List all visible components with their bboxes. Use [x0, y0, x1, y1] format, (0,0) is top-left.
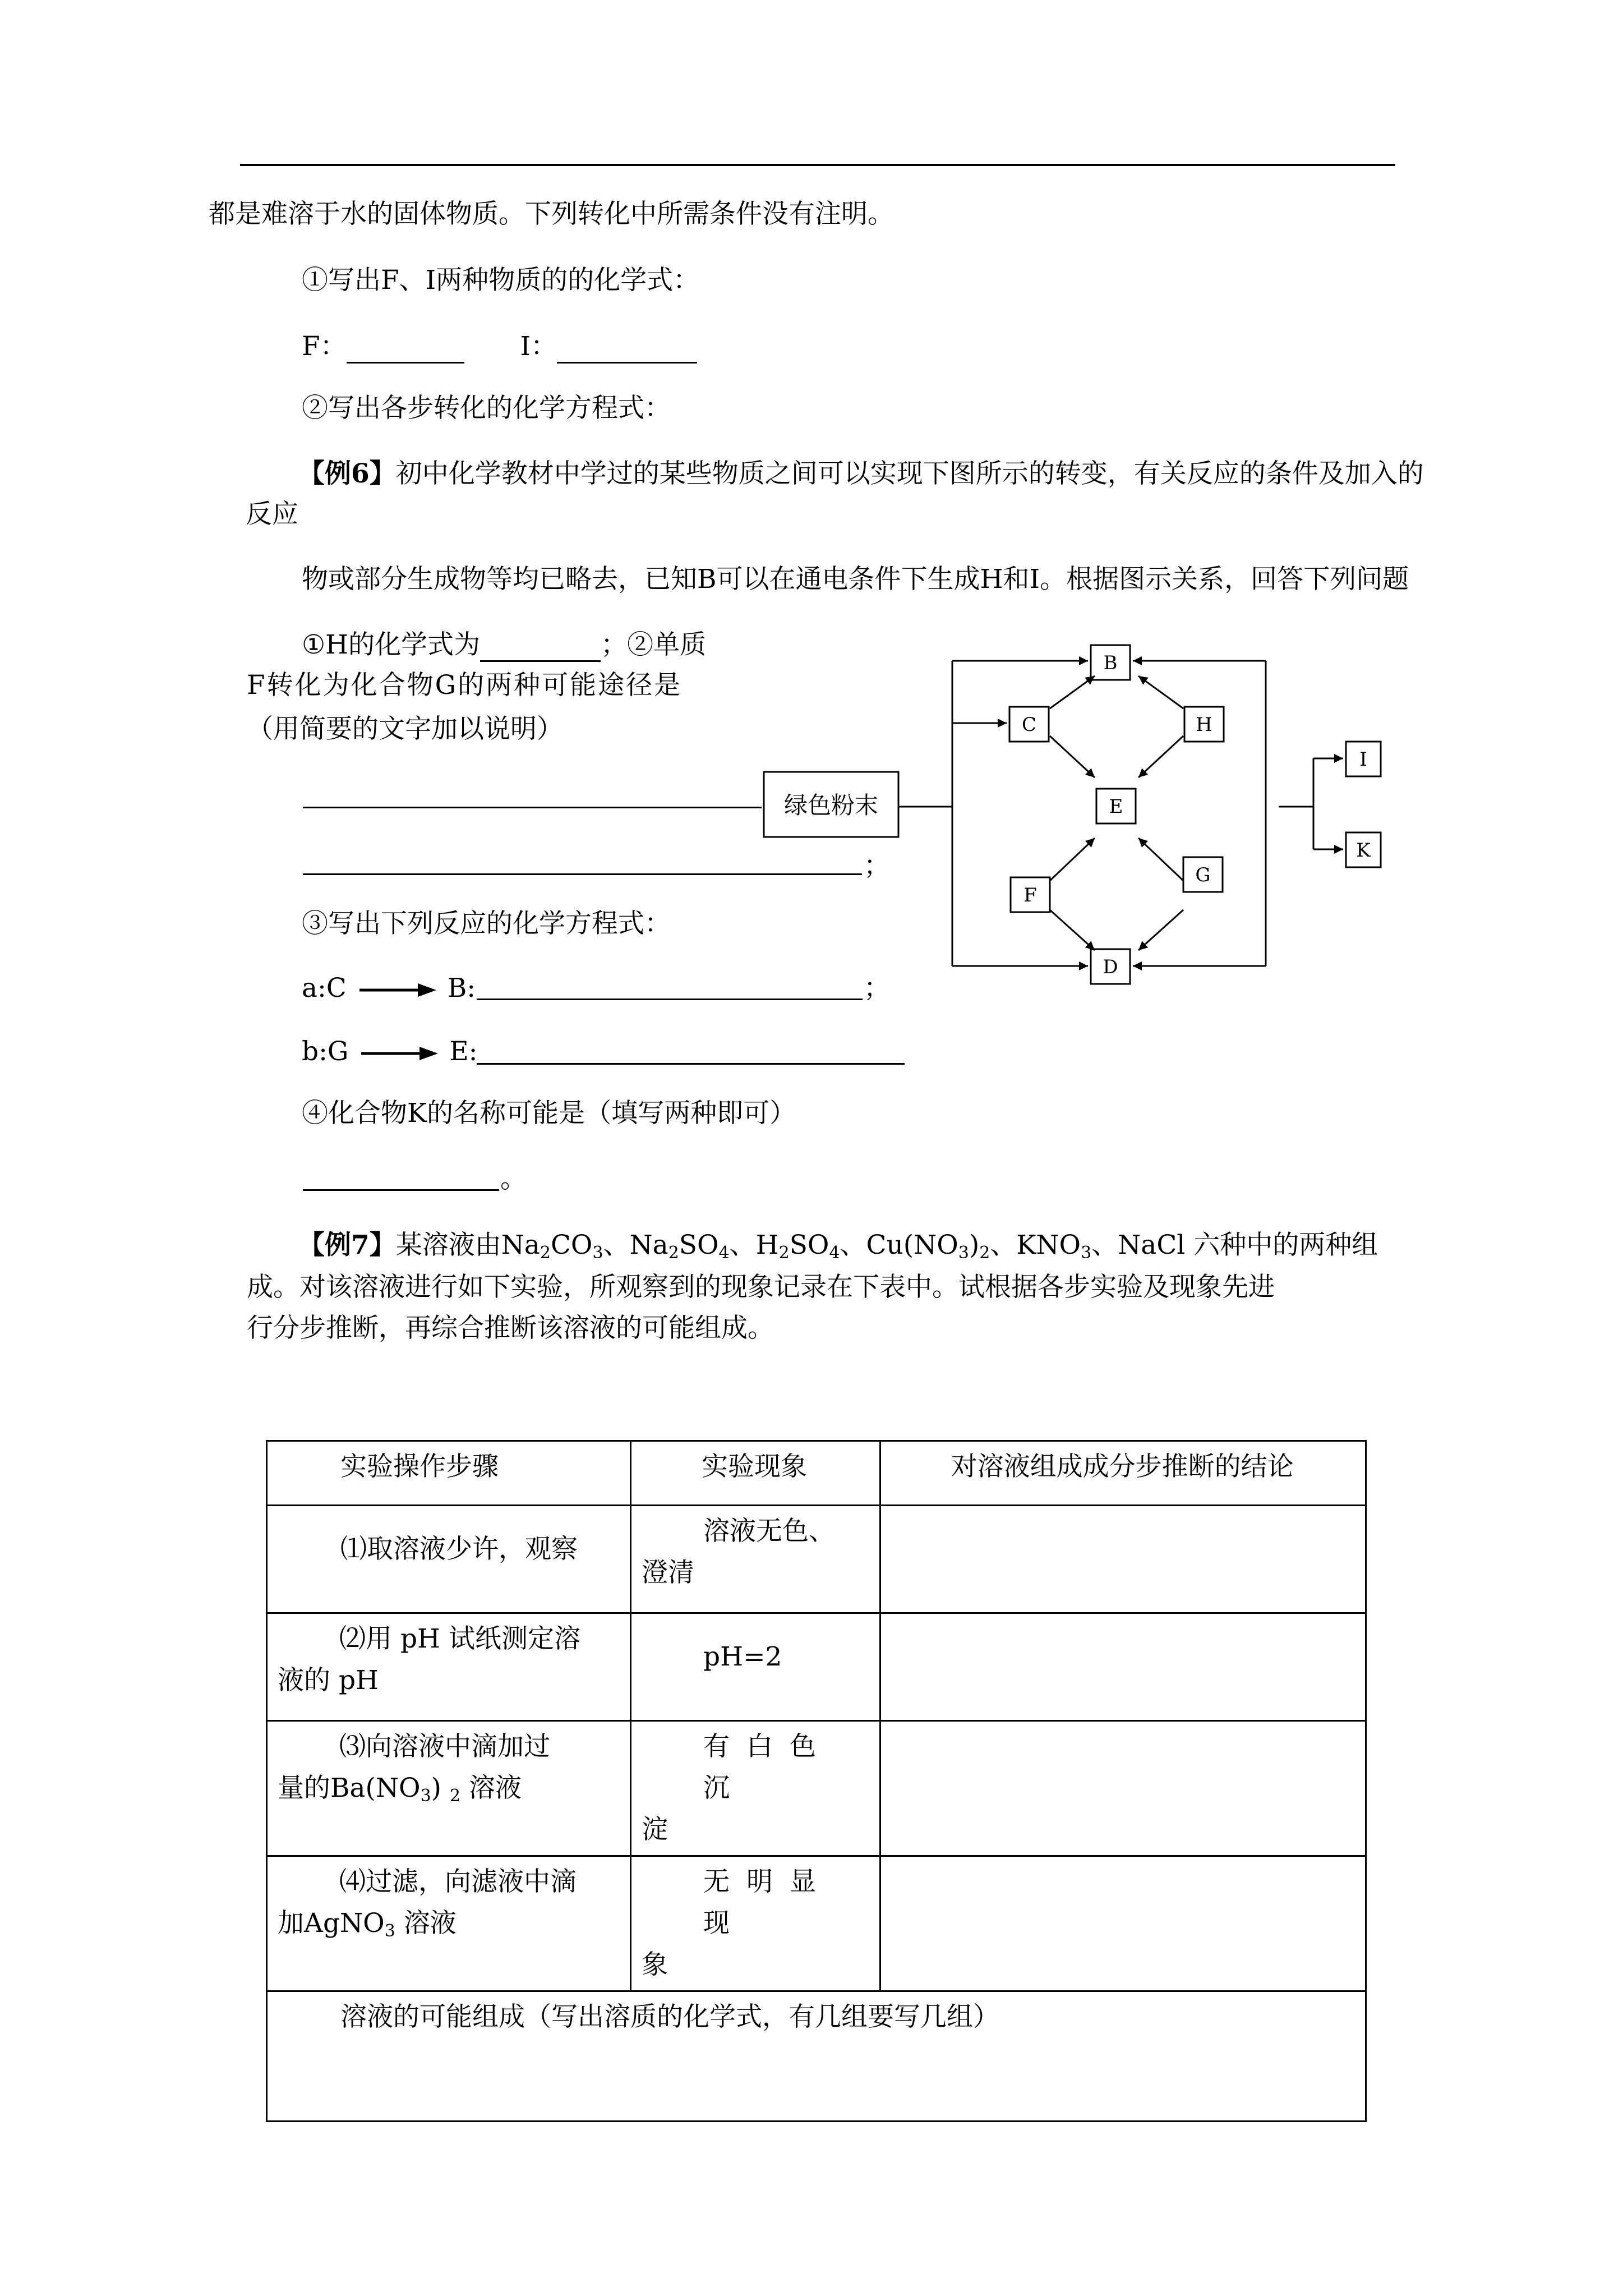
- header-observation: 实验现象: [631, 1441, 880, 1506]
- edge-F-D: [1050, 910, 1095, 950]
- table-footer-row: [267, 1991, 1366, 2122]
- ex6-tag: 【例6】: [298, 458, 396, 489]
- equation-a-label: a:C: [302, 973, 347, 1004]
- h-formula-blank[interactable]: [480, 633, 601, 662]
- ex6-intro-line2: 物或部分生成物等均已略去，已知B可以在通电条件下生成H和I。根据图示关系，回答下列问题: [302, 564, 1409, 595]
- conclusion-cell[interactable]: [880, 1506, 1366, 1613]
- i-label: I：: [520, 331, 557, 362]
- semicolon-2: ；: [864, 973, 890, 1004]
- table-row: [267, 1506, 1366, 1613]
- ex7-line3: 行分步推断，再综合推断该溶液的可能组成。: [247, 1313, 774, 1343]
- edge-G-E: [1138, 838, 1183, 881]
- period: 。: [500, 1163, 527, 1194]
- ex6-question-1: ①H的化学式为 ；②单质: [302, 628, 706, 662]
- equation-b-blank[interactable]: [477, 1063, 905, 1065]
- header-rule: [240, 164, 1395, 166]
- edge-C-B: [1050, 676, 1095, 708]
- f-answer-blank[interactable]: [347, 335, 464, 364]
- ex7-tag: 【例7】: [298, 1230, 396, 1260]
- equation-a-target: B:: [447, 973, 476, 1004]
- node-K-label: K: [1356, 839, 1371, 862]
- table-row: [267, 1856, 1366, 1991]
- ex6-question-4: ④化合物K的名称可能是（填写两种即可）: [302, 1098, 796, 1129]
- ex6-question-1-note: （用简要的文字加以说明）: [247, 714, 563, 744]
- semicolon-1: ；: [864, 850, 890, 881]
- step-cell: ⑷过滤，向滤液中滴 加AgNO$_3$ 溶液: [267, 1856, 631, 1991]
- possible-composition-cell[interactable]: 溶液的可能组成（写出溶质的化学式，有几组要写几组）: [267, 1991, 1366, 2122]
- node-I-label: I: [1359, 748, 1367, 771]
- ex5-answer-row: [302, 330, 697, 364]
- k-name-blank[interactable]: [303, 1189, 499, 1191]
- table-row: [267, 1721, 1366, 1856]
- conclusion-cell[interactable]: [880, 1721, 1366, 1856]
- node-C-label: C: [1021, 714, 1037, 736]
- right-arrow-icon: [357, 1045, 441, 1062]
- equation-b-row: [302, 1035, 478, 1069]
- edge-F-E: [1050, 838, 1095, 881]
- route-answer-line-1[interactable]: [303, 807, 762, 808]
- ex5-question-1: ①写出F、I两种物质的的化学式：: [302, 265, 700, 296]
- start-label: 绿色粉末: [783, 792, 879, 819]
- equation-b-label: b:G: [302, 1036, 349, 1067]
- observation-cell: 溶液无色、 澄清: [631, 1506, 880, 1613]
- edge-H-E: [1138, 736, 1183, 777]
- node-D-label: D: [1103, 956, 1118, 978]
- node-F-label: F: [1023, 884, 1037, 907]
- header-conclusion: 对溶液组成成分步推断的结论: [880, 1441, 1366, 1506]
- ex6-intro-line1b: 反应: [246, 499, 298, 530]
- step-cell: ⑴取溶液少许，观察: [267, 1506, 631, 1613]
- node-G-label: G: [1195, 864, 1211, 886]
- i-answer-blank[interactable]: [557, 335, 697, 364]
- f-label: F：: [302, 331, 347, 362]
- ex7-line1: 【例7】某溶液由$Na_2CO_3$、$Na_2SO_4$、$H_2SO_4$、$Cu(NO_3)_2$、$KNO_3$、NaCl 六种中的两种组: [298, 1230, 1378, 1263]
- route-answer-line-2[interactable]: [303, 873, 862, 875]
- conversion-diagram: [783, 634, 1413, 987]
- conclusion-cell[interactable]: [880, 1856, 1366, 1991]
- edge-C-E: [1050, 736, 1095, 777]
- table-row: [267, 1613, 1366, 1721]
- step-cell: ⑵用 pH 试纸测定溶 液的 pH: [267, 1613, 631, 1721]
- node-B-label: B: [1103, 652, 1118, 674]
- step-cell: ⑶向溶液中滴加过 量的$Ba(NO_3)$ $_2$ 溶液: [267, 1721, 631, 1856]
- node-E-label: E: [1109, 795, 1123, 818]
- ex6-question-1-cont: F转化为化合物G的两种可能途径是: [247, 670, 683, 701]
- header-steps: 实验操作步骤: [267, 1441, 631, 1506]
- node-H-label: H: [1196, 714, 1212, 736]
- table-header-row: [267, 1441, 1366, 1506]
- ex6-question-3: ③写出下列反应的化学方程式：: [302, 908, 671, 939]
- equation-a-row: [302, 972, 476, 1005]
- observation-cell: 无明显现 象: [631, 1856, 880, 1991]
- equation-b-target: E:: [449, 1036, 478, 1067]
- right-arrow-icon: [355, 982, 439, 999]
- equation-a-blank[interactable]: [477, 999, 863, 1000]
- intro-text: 都是难溶于水的固体物质。下列转化中所需条件没有注明。: [209, 199, 894, 229]
- ex5-question-2: ②写出各步转化的化学方程式：: [302, 393, 671, 424]
- edge-G-D: [1138, 910, 1183, 950]
- ex7-line2: 成。对该溶液进行如下实验，所观察到的现象记录在下表中。试根据各步实验及现象先进: [247, 1272, 1275, 1303]
- observation-cell: pH=2: [631, 1613, 880, 1721]
- observation-cell: 有白色沉 淀: [631, 1721, 880, 1856]
- edge-H-B: [1138, 676, 1183, 708]
- experiment-table: [266, 1440, 1367, 2122]
- ex6-intro-line1: 【例6】初中化学教材中学过的某些物质之间可以实现下图所示的转变，有关反应的条件及加入的: [298, 458, 1424, 489]
- conclusion-cell[interactable]: [880, 1613, 1366, 1721]
